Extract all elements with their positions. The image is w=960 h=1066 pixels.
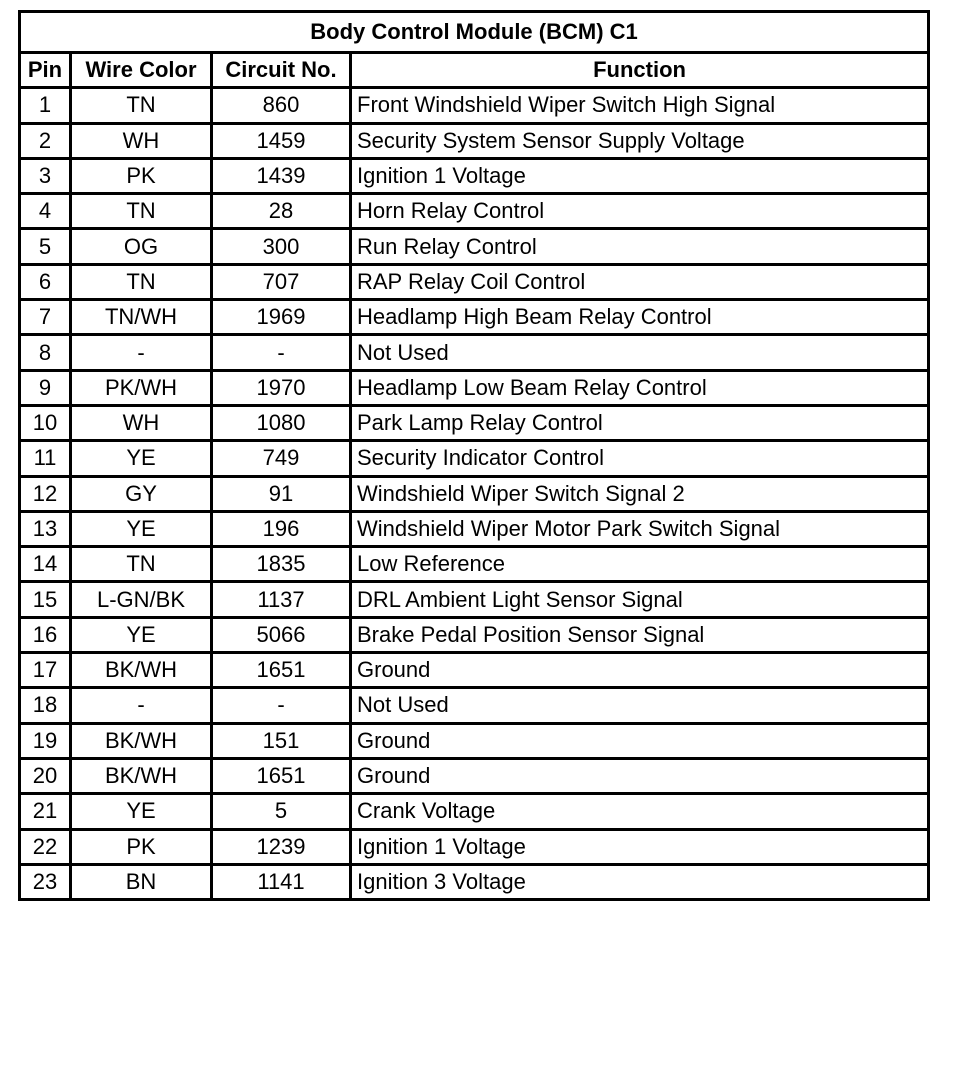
pin-cell: 2 bbox=[20, 123, 71, 158]
function-cell: Security System Sensor Supply Voltage bbox=[351, 123, 929, 158]
pin-cell: 22 bbox=[20, 829, 71, 864]
table-title: Body Control Module (BCM) C1 bbox=[20, 12, 929, 53]
pin-cell: 17 bbox=[20, 653, 71, 688]
table-row bbox=[20, 229, 929, 264]
pin-cell: 3 bbox=[20, 158, 71, 193]
table-row bbox=[20, 158, 929, 193]
pin-cell: 14 bbox=[20, 547, 71, 582]
table-row bbox=[20, 582, 929, 617]
circuit-no-cell: - bbox=[212, 688, 351, 723]
circuit-no-cell: 749 bbox=[212, 441, 351, 476]
wire-color-cell: GY bbox=[71, 476, 212, 511]
pin-cell: 7 bbox=[20, 300, 71, 335]
function-cell: Headlamp Low Beam Relay Control bbox=[351, 370, 929, 405]
wire-color-cell: TN bbox=[71, 264, 212, 299]
circuit-no-cell: 196 bbox=[212, 511, 351, 546]
pin-cell: 9 bbox=[20, 370, 71, 405]
wire-color-cell: BK/WH bbox=[71, 723, 212, 758]
function-cell: Front Windshield Wiper Switch High Signal bbox=[351, 88, 929, 123]
table-body bbox=[20, 88, 929, 900]
pin-cell: 5 bbox=[20, 229, 71, 264]
table-row bbox=[20, 335, 929, 370]
wire-color-cell: WH bbox=[71, 123, 212, 158]
table-row bbox=[20, 88, 929, 123]
wire-color-cell: - bbox=[71, 688, 212, 723]
table-row bbox=[20, 194, 929, 229]
table-row bbox=[20, 405, 929, 440]
circuit-no-cell: 1137 bbox=[212, 582, 351, 617]
circuit-no-cell: 1969 bbox=[212, 300, 351, 335]
wire-color-cell: BN bbox=[71, 864, 212, 899]
circuit-no-cell: 300 bbox=[212, 229, 351, 264]
circuit-no-cell: 1651 bbox=[212, 758, 351, 793]
wire-color-cell: YE bbox=[71, 617, 212, 652]
pin-cell: 13 bbox=[20, 511, 71, 546]
pin-cell: 19 bbox=[20, 723, 71, 758]
function-cell: Security Indicator Control bbox=[351, 441, 929, 476]
function-cell: Not Used bbox=[351, 335, 929, 370]
pin-cell: 23 bbox=[20, 864, 71, 899]
table-row bbox=[20, 547, 929, 582]
table-row bbox=[20, 123, 929, 158]
circuit-no-cell: 5 bbox=[212, 794, 351, 829]
table-row bbox=[20, 300, 929, 335]
pin-cell: 16 bbox=[20, 617, 71, 652]
column-header-wire-color: Wire Color bbox=[71, 53, 212, 88]
pin-cell: 1 bbox=[20, 88, 71, 123]
circuit-no-cell: 1080 bbox=[212, 405, 351, 440]
circuit-no-cell: 1835 bbox=[212, 547, 351, 582]
title-row bbox=[20, 12, 929, 53]
function-cell: DRL Ambient Light Sensor Signal bbox=[351, 582, 929, 617]
circuit-no-cell: 1459 bbox=[212, 123, 351, 158]
function-cell: Not Used bbox=[351, 688, 929, 723]
function-cell: Windshield Wiper Switch Signal 2 bbox=[351, 476, 929, 511]
wire-color-cell: TN bbox=[71, 88, 212, 123]
wire-color-cell: OG bbox=[71, 229, 212, 264]
pin-cell: 18 bbox=[20, 688, 71, 723]
table-row bbox=[20, 370, 929, 405]
pin-cell: 12 bbox=[20, 476, 71, 511]
wire-color-cell: PK bbox=[71, 829, 212, 864]
wire-color-cell: BK/WH bbox=[71, 653, 212, 688]
table-row bbox=[20, 264, 929, 299]
function-cell: Ground bbox=[351, 653, 929, 688]
table-row bbox=[20, 441, 929, 476]
function-cell: Horn Relay Control bbox=[351, 194, 929, 229]
circuit-no-cell: 707 bbox=[212, 264, 351, 299]
pin-cell: 6 bbox=[20, 264, 71, 299]
function-cell: Park Lamp Relay Control bbox=[351, 405, 929, 440]
circuit-no-cell: 5066 bbox=[212, 617, 351, 652]
function-cell: Ignition 3 Voltage bbox=[351, 864, 929, 899]
table-row bbox=[20, 688, 929, 723]
circuit-no-cell: 1141 bbox=[212, 864, 351, 899]
wire-color-cell: PK bbox=[71, 158, 212, 193]
pin-cell: 15 bbox=[20, 582, 71, 617]
wire-color-cell: - bbox=[71, 335, 212, 370]
circuit-no-cell: 1239 bbox=[212, 829, 351, 864]
function-cell: RAP Relay Coil Control bbox=[351, 264, 929, 299]
pin-cell: 21 bbox=[20, 794, 71, 829]
circuit-no-cell: 91 bbox=[212, 476, 351, 511]
circuit-no-cell: - bbox=[212, 335, 351, 370]
function-cell: Ground bbox=[351, 723, 929, 758]
circuit-no-cell: 1439 bbox=[212, 158, 351, 193]
wire-color-cell: TN bbox=[71, 194, 212, 229]
function-cell: Brake Pedal Position Sensor Signal bbox=[351, 617, 929, 652]
wire-color-cell: TN bbox=[71, 547, 212, 582]
header-row bbox=[20, 53, 929, 88]
table-row bbox=[20, 476, 929, 511]
pin-cell: 11 bbox=[20, 441, 71, 476]
circuit-no-cell: 28 bbox=[212, 194, 351, 229]
circuit-no-cell: 151 bbox=[212, 723, 351, 758]
wire-color-cell: TN/WH bbox=[71, 300, 212, 335]
table-row bbox=[20, 617, 929, 652]
wire-color-cell: L-GN/BK bbox=[71, 582, 212, 617]
column-header-function: Function bbox=[351, 53, 929, 88]
function-cell: Headlamp High Beam Relay Control bbox=[351, 300, 929, 335]
table-row bbox=[20, 511, 929, 546]
wire-color-cell: BK/WH bbox=[71, 758, 212, 793]
function-cell: Low Reference bbox=[351, 547, 929, 582]
table-row bbox=[20, 794, 929, 829]
wire-color-cell: YE bbox=[71, 511, 212, 546]
function-cell: Ignition 1 Voltage bbox=[351, 829, 929, 864]
table-row bbox=[20, 758, 929, 793]
table-row bbox=[20, 723, 929, 758]
pin-cell: 20 bbox=[20, 758, 71, 793]
circuit-no-cell: 1970 bbox=[212, 370, 351, 405]
wire-color-cell: WH bbox=[71, 405, 212, 440]
function-cell: Ground bbox=[351, 758, 929, 793]
function-cell: Run Relay Control bbox=[351, 229, 929, 264]
pin-cell: 8 bbox=[20, 335, 71, 370]
function-cell: Crank Voltage bbox=[351, 794, 929, 829]
circuit-no-cell: 860 bbox=[212, 88, 351, 123]
table-row bbox=[20, 653, 929, 688]
pin-cell: 4 bbox=[20, 194, 71, 229]
table-row bbox=[20, 864, 929, 899]
column-header-circuit-no: Circuit No. bbox=[212, 53, 351, 88]
pin-cell: 10 bbox=[20, 405, 71, 440]
wire-color-cell: YE bbox=[71, 441, 212, 476]
circuit-no-cell: 1651 bbox=[212, 653, 351, 688]
column-header-pin: Pin bbox=[20, 53, 71, 88]
table-row bbox=[20, 829, 929, 864]
connector-pinout-table bbox=[18, 10, 930, 901]
function-cell: Windshield Wiper Motor Park Switch Signal bbox=[351, 511, 929, 546]
wire-color-cell: YE bbox=[71, 794, 212, 829]
wire-color-cell: PK/WH bbox=[71, 370, 212, 405]
function-cell: Ignition 1 Voltage bbox=[351, 158, 929, 193]
